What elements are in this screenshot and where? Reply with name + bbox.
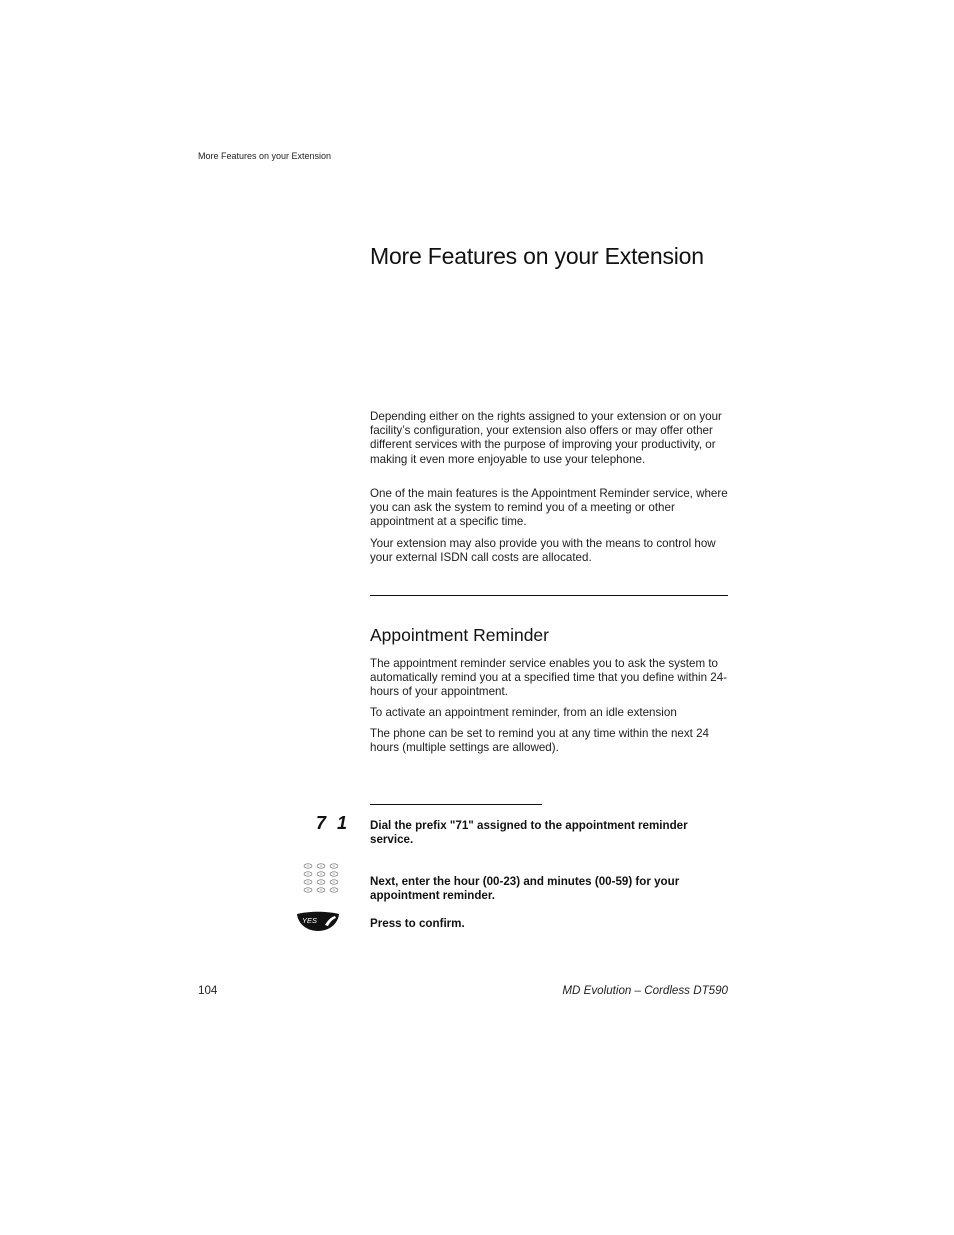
yes-key-icon (295, 911, 341, 932)
section-paragraph-3: The phone can be set to remind you at any time within the next 24 hours (multiple settings are allowed). (370, 727, 709, 755)
intro-paragraph-2: One of the main features is the Appointment Reminder service, where you can ask the system to remind you of a meeting or other appointment at a specific time. (370, 487, 728, 529)
running-head: More Features on your Extension (198, 151, 332, 161)
footer-product-name: MD Evolution – Cordless DT590 (562, 984, 728, 997)
step-confirm: Press to confirm. (370, 917, 465, 930)
intro-paragraph-1: Depending either on the rights assigned to your extension or on your facility’s configuration, your extension also offers or may offer other different services with the purpose of improving your productivity, or making it even more enjoyable to use your telephone. (370, 410, 722, 466)
step-dial-prefix: Dial the prefix "71" assigned to the appointment reminder service. (370, 819, 688, 847)
procedure-divider (370, 804, 542, 805)
prefix-code: 7 1 (316, 813, 351, 833)
keypad-icon (300, 862, 342, 894)
section-divider (370, 595, 728, 596)
section-title: Appointment Reminder (370, 625, 549, 645)
chapter-title: More Features on your Extension (370, 243, 704, 269)
section-paragraph-2: To activate an appointment reminder, from an idle extension (370, 706, 677, 719)
yes-key-label: YES (302, 916, 318, 925)
intro-paragraph-3: Your extension may also provide you with the means to control how your external ISDN call costs are allocated. (370, 537, 716, 565)
page-number: 104 (198, 984, 218, 997)
section-paragraph-1: The appointment reminder service enables you to ask the system to automatically remind you at a specified time that you define within 24-hours of your appointment. (370, 657, 728, 699)
step-enter-time: Next, enter the hour (00-23) and minutes (00-59) for your appointment reminder. (370, 875, 680, 903)
